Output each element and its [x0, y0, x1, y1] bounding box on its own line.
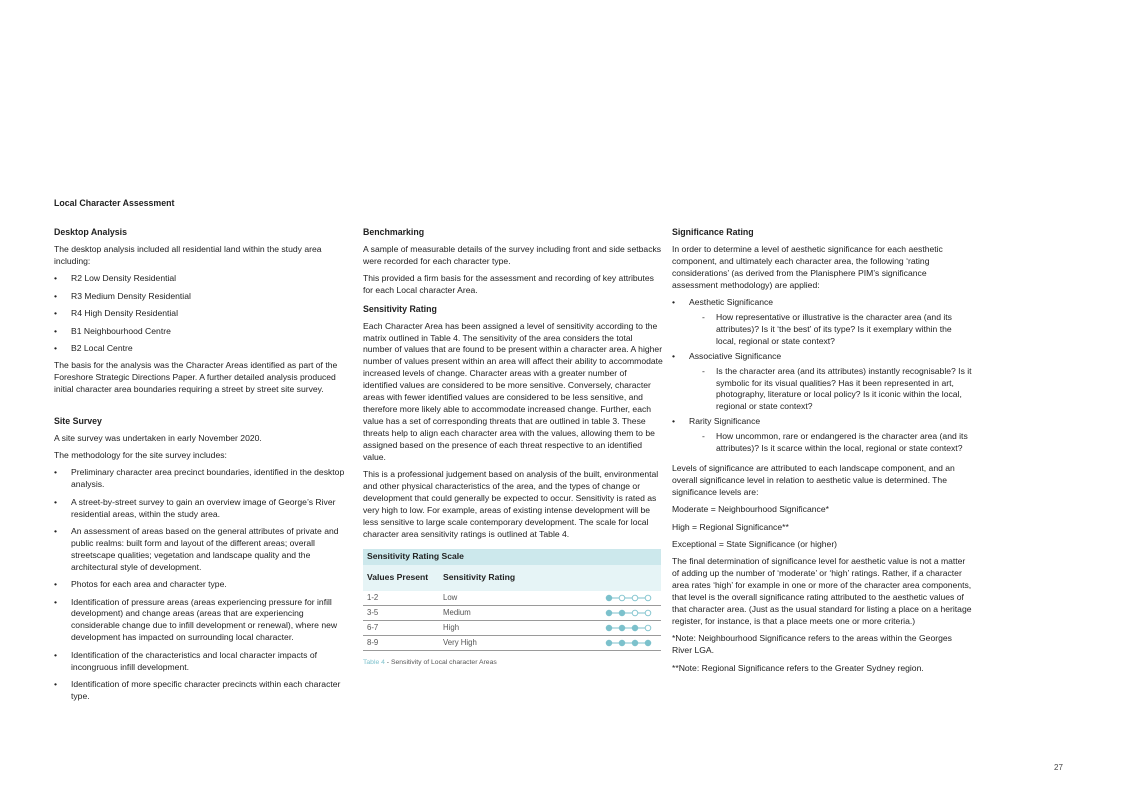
column-right [672, 226, 972, 680]
methodology-list [54, 467, 354, 702]
levels-intro: Levels of significance are attributed to each landscape component, and an overall significance level in relation to aesthetic value is determined. The significance levels are: [672, 463, 955, 497]
sensitivity-rating-cell: Very High [439, 636, 566, 651]
rating-dots [566, 591, 661, 605]
significance-intro: In order to determine a level of aesthetic significance for each aesthetic component, and ultimately each character area, the following ‘rating considerations’ (as derived from the Planisphere PIM’s significance assessment methodology) are applied: [672, 244, 943, 290]
sensitivity-rating-cell: Medium [439, 606, 566, 621]
sensitivity-rating-cell: High [439, 621, 566, 636]
filled-dot-icon [645, 640, 651, 646]
site-survey-p2: The methodology for the site survey includes: [54, 449, 227, 460]
filled-dot-icon [606, 610, 612, 616]
filled-dot-icon [606, 625, 612, 631]
site-survey-heading: Site Survey [54, 415, 102, 426]
significance-list [672, 297, 972, 455]
values-present-cell: 1-2 [363, 591, 439, 605]
sub-item: - How uncommon, rare or endangered is the character area (and its attributes)? Is it scarce within the local, regional or state context? [689, 431, 972, 455]
rating-dots-icon [605, 594, 653, 602]
values-present-cell: 8-9 [363, 636, 439, 651]
benchmarking-p1: A sample of measurable details of the survey including front and side setbacks were recorded for each character type. [363, 244, 662, 266]
table-row [363, 636, 661, 651]
desktop-analysis-intro: The desktop analysis included all residential land within the study area including: [54, 244, 322, 266]
level-high: High = Regional Significance** [672, 521, 789, 532]
list-item: • An assessment of areas based on the general attributes of private and public realms: built form and layout of the different areas; overall streetscape qualities; vegetation and landscape quality and the architectural style of development. [54, 526, 354, 574]
sensitivity-rating-cell: Low [439, 591, 566, 605]
list-item: • A street-by-street survey to gain an overview image of George’s River residential areas, within the study area. [54, 497, 354, 521]
rating-dots [566, 606, 661, 621]
list-item: • B1 Neighbourhood Centre [54, 326, 354, 338]
filled-dot-icon [606, 596, 612, 602]
filled-dot-icon [619, 625, 625, 631]
empty-dot-icon [632, 610, 638, 616]
empty-dot-icon [619, 596, 625, 602]
page-number: 27 [1054, 763, 1063, 772]
list-item: • R2 Low Density Residential [54, 273, 354, 285]
list-item: • Aesthetic Significance - How representative or illustrative is the character area (and its attributes)? Is it ‘the best’ of its type? Is it exemplary within the local, regional or state context? [672, 297, 972, 348]
rating-dots-icon [605, 609, 653, 617]
table-row [363, 606, 661, 621]
desktop-analysis-heading: Desktop Analysis [54, 227, 128, 237]
page-title: Local Character Assessment [54, 198, 175, 208]
list-item: • Preliminary character area precinct boundaries, identified in the desktop analysis. [54, 467, 354, 491]
list-item: • Associative Significance - Is the character area (and its attributes) instantly recognisable? Is it symbolic for its visual qualities? Has it been represented in art, photography, literature or local policy? Is it iconic within the local, regional or state context? [672, 351, 972, 414]
sub-item: - Is the character area (and its attributes) instantly recognisable? Is it symbolic for its visual qualities? Has it been represented in art, photography, literature or local policy? Is it iconic within the local, regional or state context? [689, 366, 972, 414]
list-item: • R3 Medium Density Residential [54, 291, 354, 303]
level-exceptional: Exceptional = State Significance (or higher) [672, 539, 838, 550]
benchmarking-heading: Benchmarking [363, 227, 425, 237]
list-item: • Identification of pressure areas (areas experiencing pressure for infill development) and change areas (areas that are experiencing considerable change due to infill development or renewal), where new development has impacted on surrounding local character. [54, 597, 354, 645]
table-caption [363, 657, 663, 669]
column-middle [363, 226, 663, 669]
values-present-cell: 3-5 [363, 606, 439, 621]
note-neighbourhood: *Note: Neighbourhood Significance refers to the areas within the Georges River LGA. [672, 633, 952, 656]
list-item: • Rarity Significance - How uncommon, rare or endangered is the character area (and its attributes)? Is it scarce within the local, regional or state context? [672, 416, 972, 455]
desktop-analysis-basis: The basis for the analysis was the Character Areas identified as part of the Foreshore Strategic Directions Paper. A further detailed analysis produced initial character area boundaries requiring a street by street site survey. [54, 360, 338, 395]
rating-dots [566, 621, 661, 636]
values-present-cell: 6-7 [363, 621, 439, 636]
table-title: Sensitivity Rating Scale [363, 549, 661, 565]
sub-item: - How representative or illustrative is the character area (and its attributes)? Is it ‘the best’ of its type? Is it exemplary within the local, regional or state context? [689, 312, 972, 348]
filled-dot-icon [632, 640, 638, 646]
filled-dot-icon [619, 610, 625, 616]
sensitivity-table [363, 549, 661, 651]
filled-dot-icon [632, 625, 638, 631]
sensitivity-p2: This is a professional judgement based on analysis of the built, environmental and other physical characteristics of the area, and the types of change or development that could generally be expected to occur. Sensitivity is rated as very high to low. For example, areas of existing intense development will be less sensitive to large scale contemporary development. The scale for local character area sensitivity ratings is outlined at Table 4. [363, 469, 659, 539]
note-regional: **Note: Regional Significance refers to the Greater Sydney region. [672, 662, 924, 673]
column-header-values: Values Present [363, 565, 439, 591]
zoning-list [54, 273, 354, 355]
benchmarking-p2: This provided a firm basis for the assessment and recording of key attributes for each Local character Area. [363, 273, 654, 296]
filled-dot-icon [619, 640, 625, 646]
level-moderate: Moderate = Neighbourhood Significance* [672, 504, 829, 515]
empty-dot-icon [645, 596, 651, 602]
sensitivity-p1: Each Character Area has been assigned a level of sensitivity according to the matrix outlined in Table 4. The sensitivity of the area considers the total number of values that are found to be present within a character area. A higher number of values present within an area will affect their ability to accommodate increased levels of change. Character areas with a greater number of identified values are considered to be more sensitive. Conversely, character areas with fewer identified values are considered to be less sensitive, and therefore more likely able to accommodate increased change. Further, each value has a set of corresponding threats that are outlined in table 3. These threats help to align each character area with the values, allowing them to be assigned based on the presence of each threat respective to an identified value. [363, 320, 663, 462]
rating-dots-icon [605, 624, 653, 632]
list-item: • Photos for each area and character type. [54, 579, 354, 591]
empty-dot-icon [645, 625, 651, 631]
final-determination: The final determination of significance level for aesthetic value is not a matter of adding up the number of ‘moderate’ or ‘high’ ratings. Rather, if a character area rates ‘high’ for example in one or more of the character area components, that level is the overall significance rating attributed to the aesthetic values of that character area. (Just as the usual standard for listing a place on a heritage register, for instance, is that a place meets one or more criteria.) [672, 556, 972, 626]
filled-dot-icon [606, 640, 612, 646]
list-item: • B2 Local Centre [54, 343, 354, 355]
significance-heading: Significance Rating [672, 227, 754, 237]
list-item: • R4 High Density Residential [54, 308, 354, 320]
rating-dots-icon [605, 639, 653, 647]
list-item: • Identification of the characteristics and local character impacts of incongruous infill development. [54, 650, 354, 674]
sensitivity-heading: Sensitivity Rating [363, 303, 437, 314]
caption-text: - Sensitivity of Local character Areas [384, 659, 497, 667]
empty-dot-icon [645, 610, 651, 616]
list-item: • Identification of more specific character precincts within each character type. [54, 679, 354, 703]
table-row [363, 621, 661, 636]
column-left [54, 226, 354, 708]
caption-label: Table 4 [363, 659, 385, 667]
table-row [363, 591, 661, 605]
empty-dot-icon [632, 596, 638, 602]
rating-dots [566, 636, 661, 651]
site-survey-p1: A site survey was undertaken in early November 2020. [54, 432, 262, 443]
column-header-rating: Sensitivity Rating [439, 565, 566, 591]
